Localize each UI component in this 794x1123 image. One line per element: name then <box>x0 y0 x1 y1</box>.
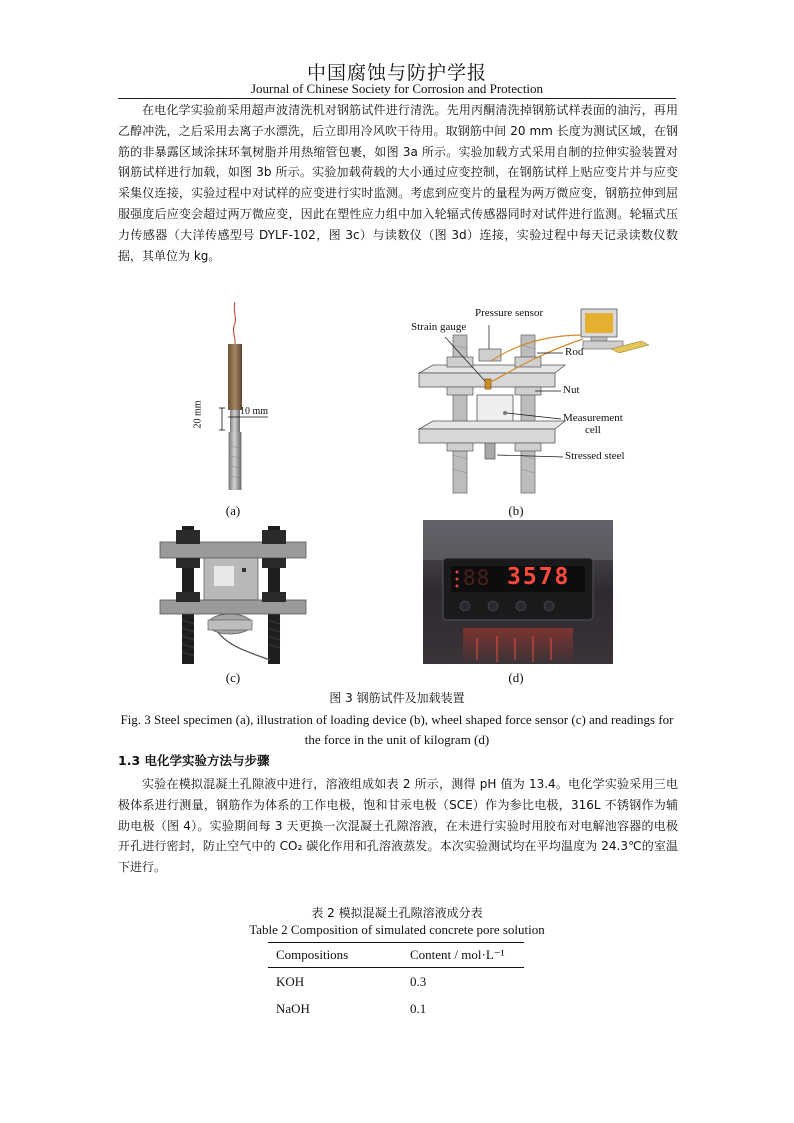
figure-panel-a <box>190 296 280 496</box>
table-cell-composition: NaOH <box>276 1001 310 1016</box>
table-header-compositions: Compositions <box>268 943 402 968</box>
figure-panel-c <box>158 520 308 666</box>
table-caption-cn: 表 2 模拟混凝土孔隙溶液成分表 <box>311 906 483 920</box>
dimension-label-vertical: 20 mm <box>192 400 204 429</box>
figure-panel-d <box>423 520 613 664</box>
readout-dim-digits: 88 <box>463 566 491 590</box>
callout-rod: Rod <box>565 346 584 358</box>
dimension-label-horizontal: 10 mm <box>240 406 269 417</box>
callout-measurement-line-1: Measurement <box>563 412 623 424</box>
steel-specimen-image <box>190 296 280 496</box>
section-heading: 1.3 电化学实验方法与步骤 <box>118 753 270 768</box>
callout-measurement-cell <box>563 412 623 436</box>
callout-nut: Nut <box>563 384 580 396</box>
body-paragraph-2: 实验在模拟混凝土孔隙液中进行，溶液组成如表 2 所示，测得 pH 值为 13.4。电化学实验采用三电极体系进行测量，钢筋作为体系的工作电极，饱和甘汞电极（SCE）作为参比电极，316L 不锈钢作为辅助电极（图 4）。实验期间每 3 天更换一次混凝土孔隙溶液，在未进行实验时用胶布对电解池容器的电极开孔进行密封，防止空气中的 CO₂ 碳化作用和孔溶液蒸发。本次实验测试均在平均温度为 24.3℃的室温下进行。 <box>118 777 678 875</box>
force-sensor-photo <box>158 520 308 666</box>
table-row <box>268 995 524 1022</box>
table-caption-en: Table 2 Composition of simulated concrete pore solution <box>249 922 545 937</box>
panel-label-c: (c) <box>225 670 241 685</box>
body-paragraph-1: 在电化学实验前采用超声波清洗机对钢筋试件进行清洗。先用丙酮清洗掉钢筋试样表面的油污，再用乙醇冲洗，之后采用去离子水漂洗，后立即用冷风吹干待用。取钢筋中间 20 mm 长度为测试区域，在钢筋的非暴露区域涂抹环氧树脂并用热缩管包裹，如图 3a 所示。实验加载方式采用自制的拉伸实验装置对钢筋试样进行加载，如图 3b 所示。实验加载荷载的大小通过应变控制，在钢筋试样上贴应变片并与应变采集仪连接，实验过程中对试样的应变进行实时监测。考虑到应变片的量程为两万微应变，钢筋拉伸到屈服强度后应变会超过两万微应变，因此在塑性应力组中加入轮辐式传感器同时对试件进行监测。轮辐式压力传感器（大洋传感型号 DYLF-102，图 3c）与读数仪（图 3d）连接，实验过程中每天记录读数仪数据，其单位为 kg。 <box>118 103 678 263</box>
table-header-content: Content / mol·L⁻¹ <box>402 943 524 968</box>
panel-label-d: (d) <box>508 670 524 685</box>
readout-value: 3578 <box>507 564 571 590</box>
composition-table <box>268 942 524 1022</box>
callout-pressure-sensor: Pressure sensor <box>475 307 544 319</box>
readout-photo <box>423 520 613 664</box>
figure-caption-cn: 图 3 钢筋试件及加载装置 <box>329 691 465 705</box>
loading-device-diagram <box>405 305 655 505</box>
panel-label-b: (b) <box>508 503 524 518</box>
table-cell-content: 0.1 <box>410 1001 427 1016</box>
callout-strain-gauge: Strain gauge <box>411 321 467 333</box>
callout-stressed-steel: Stressed steel <box>565 450 625 462</box>
header-divider <box>118 98 676 99</box>
table-cell-composition: KOH <box>276 974 305 989</box>
figure-panel-b <box>405 305 655 505</box>
panel-label-a: (a) <box>225 503 241 518</box>
journal-title-en: Journal of Chinese Society for Corrosion and Protection <box>250 81 544 96</box>
journal-title-cn: 中国腐蚀与防护学报 <box>306 62 487 84</box>
table-cell-content: 0.3 <box>410 974 427 989</box>
table-header-row <box>268 943 524 968</box>
figure-caption-en: Fig. 3 Steel specimen (a), illustration of loading device (b), wheel shaped force sensor (c) and readings for the force in the unit of kilogram (d) <box>120 712 674 747</box>
table-row <box>268 968 524 996</box>
callout-measurement-line-2: cell <box>584 424 601 436</box>
